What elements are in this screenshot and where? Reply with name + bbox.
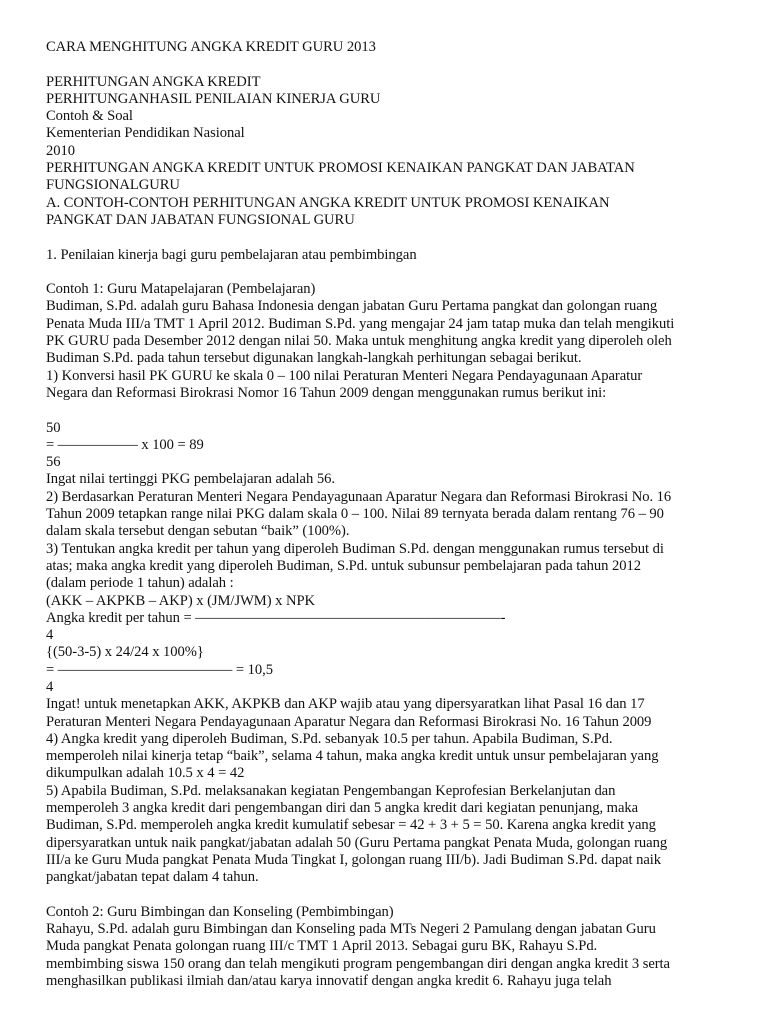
header-line: A. CONTOH-CONTOH PERHITUNGAN ANGKA KREDIT UNTUK PROMOSI KENAIKAN [46, 194, 610, 211]
header-line: Contoh & Soal [46, 108, 133, 125]
document-header [46, 74, 746, 230]
example-1 [46, 281, 746, 886]
body-line: dipersyaratkan untuk naik pangkat/jabatan adalah 50 (Guru Pertama pangkat Penata Muda, golongan ruang [46, 834, 668, 851]
body-line: menghasilkan publikasi ilmiah dan/atau karya innovatif dengan angka kredit 6. Rahayu juga telah [46, 973, 612, 990]
formula-line: 56 [46, 454, 61, 471]
body-line: atas; maka angka kredit yang diperoleh Budiman, S.Pd. untuk subunsur pembelajaran pada tahun 2012 [46, 557, 641, 574]
section-heading: 1. Penilaian kinerja bagi guru pembelajaran atau pembimbingan [46, 246, 417, 263]
formula-line: (AKK – AKPKB – AKP) x (JM/JWM) x NPK [46, 592, 316, 609]
formula-line: 4 [46, 627, 54, 644]
body-line: PK GURU pada Desember 2012 dengan nilai 50. Maka untuk menghitung angka kredit yang diperoleh oleh [46, 333, 672, 350]
body-line: Budiman, S.Pd. adalah guru Bahasa Indonesia dengan jabatan Guru Pertama pangkat dan golongan ruang [46, 298, 658, 315]
body-line: 3) Tentukan angka kredit per tahun yang diperoleh Budiman S.Pd. dengan menggunakan rumus tersebut di [46, 540, 664, 557]
body-line: Negara dan Reformasi Birokrasi Nomor 16 Tahun 2009 dengan menggunakan rumus berikut ini: [46, 384, 607, 401]
body-line: 1) Konversi hasil PK GURU ke skala 0 – 100 nilai Peraturan Menteri Negara Pendayagunaan Aparatur [46, 367, 643, 384]
header-line: PERHITUNGAN ANGKA KREDIT [46, 73, 261, 90]
body-line: pangkat/jabatan tepat dalam 4 tahun. [46, 869, 259, 886]
body-line: membimbing siswa 150 orang dan telah mengikuti program pengembangan diri dengan angka kredit 3 serta [46, 955, 670, 972]
body-line: Rahayu, S.Pd. adalah guru Bimbingan dan Konseling pada MTs Negeri 2 Pamulang dengan jabatan Guru [46, 921, 656, 938]
body-line: dikumpulkan adalah 10.5 x 4 = 42 [46, 765, 245, 782]
body-line: Ingat! untuk menetapkan AKK, AKPKB dan AKP wajib atau yang dipersyaratkan lihat Pasal 16 dan 17 [46, 696, 645, 713]
header-line: 2010 [46, 142, 75, 159]
example-heading: Contoh 2: Guru Bimbingan dan Konseling (Pembimbingan) [46, 903, 394, 920]
header-line: PANGKAT DAN JABATAN FUNGSIONAL GURU [46, 211, 355, 228]
formula-line: Angka kredit per tahun = —————————————————————- [46, 609, 506, 626]
blank-line [46, 264, 746, 281]
formula-line: 50 [46, 419, 61, 436]
body-line: Budiman, S.Pd. memperoleh angka kredit kumulatif sebesar = 42 + 3 + 5 = 50. Karena angka kredit yang [46, 817, 656, 834]
body-line: III/a ke Guru Muda pangkat Penata Muda Tingkat I, golongan ruang III/b). Jadi Budiman S.Pd. dapat naik [46, 851, 662, 868]
body-line: Muda pangkat Penata golongan ruang III/c TMT 1 April 2013. Sebagai guru BK, Rahayu S.Pd. [46, 938, 598, 955]
body-line: Budiman S.Pd. pada tahun tersebut digunakan langkah-langkah perhitungan sebagai berikut. [46, 350, 582, 367]
body-line: Tahun 2009 tetapkan range nilai PKG dalam skala 0 – 100. Nilai 89 ternyata berada dalam rentang 76 – 90 [46, 506, 664, 523]
header-line: PERHITUNGAN ANGKA KREDIT UNTUK PROMOSI KENAIKAN PANGKAT DAN JABATAN [46, 160, 635, 177]
body-line: memperoleh nilai kinerja tetap “baik”, selama 4 tahun, maka angka kredit untuk unsur pembelajaran yang [46, 748, 659, 765]
header-line: Kementerian Pendidikan Nasional [46, 125, 245, 142]
formula-line: 4 [46, 678, 54, 695]
blank-line [46, 229, 746, 246]
body-line: 4) Angka kredit yang diperoleh Budiman, S.Pd. sebanyak 10.5 per tahun. Apabila Budiman, S.Pd. [46, 730, 613, 747]
header-line: FUNGSIONALGURU [46, 177, 180, 194]
formula-line: {(50-3-5) x 24/24 x 100%} [46, 644, 204, 661]
body-line: Peraturan Menteri Negara Pendayagunaan Aparatur Negara dan Reformasi Birokrasi No. 16 Tahun 2009 [46, 713, 652, 730]
example-heading: Contoh 1: Guru Matapelajaran (Pembelajaran) [46, 281, 316, 298]
body-line: dalam skala tersebut dengan sebutan “baik” (100%). [46, 523, 350, 540]
document-page [46, 39, 746, 990]
document-title: CARA MENGHITUNG ANGKA KREDIT GURU 2013 [46, 39, 376, 55]
body-line: Ingat nilai tertinggi PKG pembelajaran adalah 56. [46, 471, 335, 488]
header-line: PERHITUNGANHASIL PENILAIAN KINERJA GURU [46, 90, 381, 107]
blank-line [46, 402, 746, 419]
formula-conversion [46, 420, 746, 472]
blank-line [46, 56, 746, 73]
formula-line: = ———–—— x 100 = 89 [46, 436, 204, 453]
body-line: (dalam periode 1 tahun) adalah : [46, 575, 234, 592]
body-line: Penata Muda III/a TMT 1 April 2012. Budiman S.Pd. yang mengajar 24 jam tatap muka dan telah mengikuti [46, 315, 675, 332]
example-2 [46, 904, 746, 990]
blank-line [46, 887, 746, 904]
body-line: 5) Apabila Budiman, S.Pd. melaksanakan kegiatan Pengembangan Keprofesian Berkelanjutan dan [46, 782, 616, 799]
body-line: memperoleh 3 angka kredit dari pengembangan diri dan 5 angka kredit dari kegiatan penunjang, maka [46, 800, 639, 817]
formula-line: = ———————————— = 10,5 [46, 661, 274, 678]
body-line: 2) Berdasarkan Peraturan Menteri Negara Pendayagunaan Aparatur Negara dan Reformasi Birokrasi No. 16 [46, 488, 672, 505]
